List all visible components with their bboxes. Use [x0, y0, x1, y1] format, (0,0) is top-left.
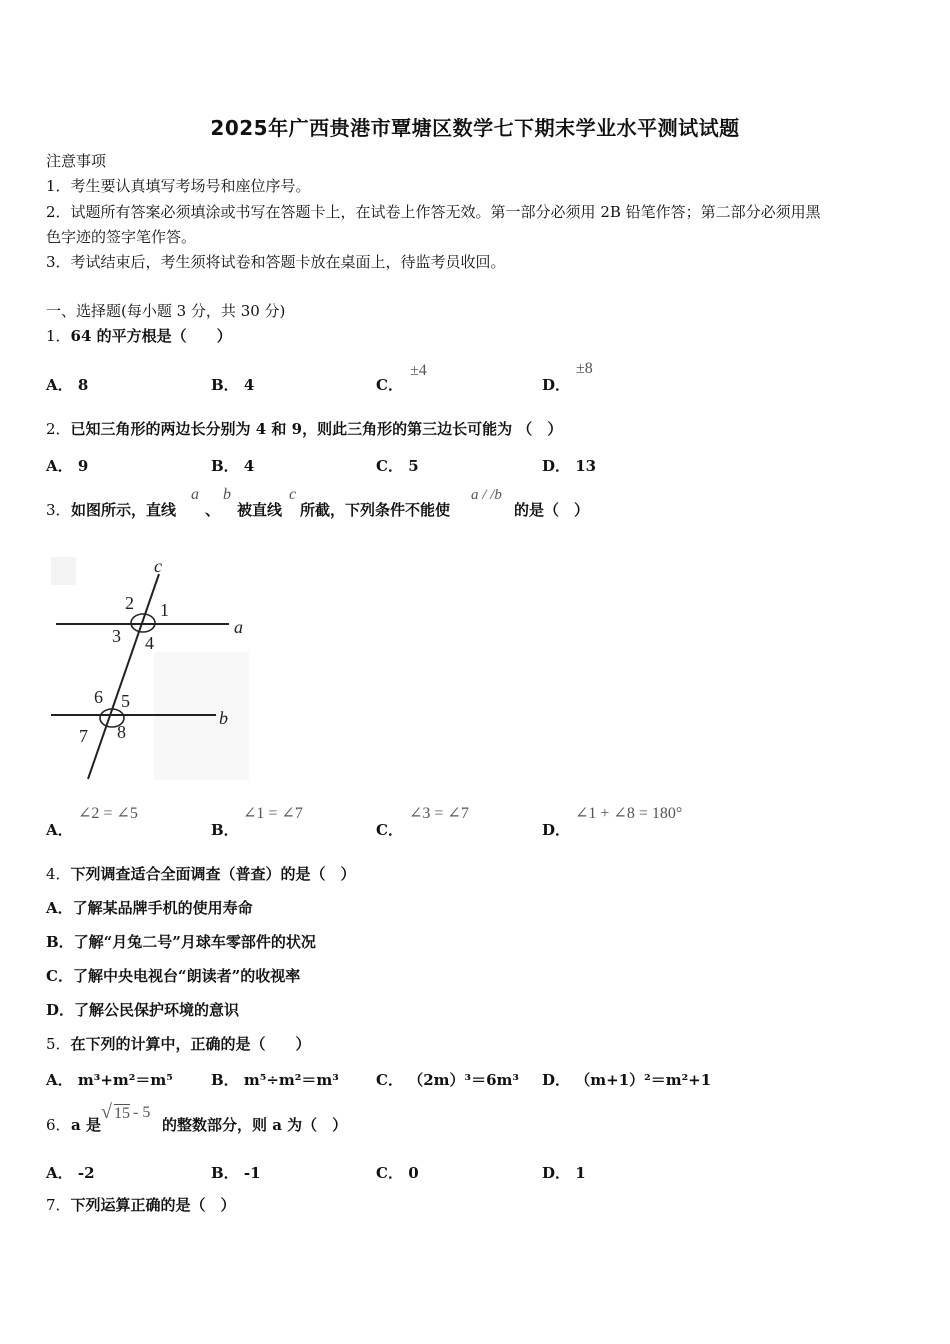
- line-a-label: a: [234, 617, 243, 637]
- question-number: 5．: [46, 1035, 71, 1053]
- angle-label: 7: [79, 726, 88, 746]
- angle-label: 2: [125, 593, 134, 613]
- question-stem: 在下列的计算中，正确的是（ ）: [70, 1035, 311, 1053]
- option-a: A． 8: [46, 376, 89, 394]
- option-c: C．: [376, 821, 403, 839]
- option-c: C． 5: [376, 457, 419, 475]
- question-6-part1: a 是: [71, 1116, 101, 1134]
- question-stem: 已知三角形的两边长分别为 4 和 9，则此三角形的第三边长可能为 （ ）: [70, 420, 563, 438]
- angle-label: 1: [160, 600, 169, 620]
- question-number: 2．: [46, 420, 71, 438]
- option-c-math: ±4: [410, 362, 427, 379]
- question-number: 1．: [46, 327, 71, 345]
- radicand: 15: [114, 1105, 130, 1122]
- option-b: B．: [211, 821, 239, 839]
- question-7: [46, 1194, 236, 1216]
- question-number: 4．: [46, 865, 71, 883]
- question-4: [46, 863, 356, 885]
- option-a: A． -2: [46, 1164, 95, 1182]
- question-stem: 下列调查适合全面调查（普查）的是（ ）: [70, 865, 356, 883]
- option-b: B． -1: [211, 1164, 261, 1182]
- line-b-label: b: [219, 708, 228, 728]
- question-number: 7．: [46, 1196, 71, 1214]
- notice-line: 1．考生要认真填写考场号和座位序号。: [46, 177, 311, 195]
- option-b: B． m⁵÷m²＝m³: [211, 1071, 339, 1089]
- question-stem: 下列运算正确的是（ ）: [70, 1196, 236, 1214]
- question-6-part2: 的整数部分，则 a 为（ ）: [162, 1116, 348, 1134]
- angle-label: 6: [94, 687, 103, 707]
- question-5: [46, 1033, 311, 1055]
- angle-label: 3: [112, 626, 121, 646]
- option-c: C． 0: [376, 1164, 419, 1182]
- option-d: D．了解公民保护环境的意识: [46, 1001, 240, 1019]
- question-stem: 64 的平方根是（ ）: [70, 327, 232, 345]
- question-3-sep: 、: [205, 501, 221, 519]
- option-d-math: ∠1 + ∠8 = 180°: [575, 805, 683, 822]
- option-d: D． （m+1）²＝m²+1: [542, 1071, 712, 1089]
- option-c: C．: [376, 376, 403, 394]
- question-6-num: 6．: [46, 1116, 71, 1134]
- radical-sign-icon: √: [101, 1101, 112, 1123]
- option-b: B． 4: [211, 457, 255, 475]
- question-3-part3: 所截，下列条件不能使: [300, 501, 451, 519]
- option-d: D． 13: [542, 457, 597, 475]
- notice-line: 2．试题所有答案必须填涂或书写在答题卡上，在试卷上作答无效。第一部分必须用 2B 铅笔作答；第二部分必须用黑: [46, 203, 821, 221]
- section-heading: 一、选择题(每小题 3 分，共 30 分): [46, 302, 286, 320]
- question-2: [46, 418, 562, 440]
- parallel-expr: a / /b: [471, 487, 502, 503]
- option-d: D． 1: [542, 1164, 586, 1182]
- page-title: 2025年广西贵港市覃塘区数学七下期末学业水平测试试题: [210, 116, 740, 140]
- option-c: C．了解中央电视台“朗读者”的收视率: [46, 967, 301, 985]
- option-a: A． m³+m²＝m⁵: [46, 1071, 173, 1089]
- option-b: B．了解“月兔二号”月球车零部件的状况: [46, 933, 316, 951]
- option-d: D．: [542, 376, 571, 394]
- var-a: a: [191, 486, 199, 503]
- angle-label: 4: [145, 633, 154, 653]
- option-a: A．了解某品牌手机的使用寿命: [46, 899, 253, 917]
- question-3-part4: 的是（ ）: [514, 501, 590, 519]
- var-b: b: [223, 486, 231, 503]
- option-a: A．: [46, 821, 73, 839]
- option-c-math: ∠3 = ∠7: [409, 805, 469, 822]
- notice-heading: 注意事项: [46, 152, 107, 170]
- option-a: A． 9: [46, 457, 89, 475]
- option-a-math: ∠2 = ∠5: [78, 805, 138, 822]
- option-c: C． （2m）³＝6m³: [376, 1071, 519, 1089]
- option-d-math: ±8: [576, 360, 593, 377]
- transversal-figure: [46, 552, 251, 782]
- angle-label: 8: [117, 722, 126, 742]
- option-b-math: ∠1 = ∠7: [243, 805, 303, 822]
- question-3-part2: 被直线: [237, 501, 283, 519]
- var-c: c: [289, 486, 297, 503]
- line-c-label: c: [154, 556, 162, 576]
- option-d: D．: [542, 821, 571, 839]
- question-1: [46, 325, 232, 347]
- question-3-num: 3．: [46, 501, 71, 519]
- question-3-part1: 如图所示，直线: [71, 501, 177, 519]
- notice-line: 色字迹的签字笔作答。: [46, 228, 197, 246]
- angle-label: 5: [121, 691, 130, 711]
- option-b: B． 4: [211, 376, 255, 394]
- notice-line: 3．考试结束后，考生须将试卷和答题卡放在桌面上，待监考员收回。: [46, 253, 506, 271]
- minus-term: - 5: [133, 1104, 151, 1121]
